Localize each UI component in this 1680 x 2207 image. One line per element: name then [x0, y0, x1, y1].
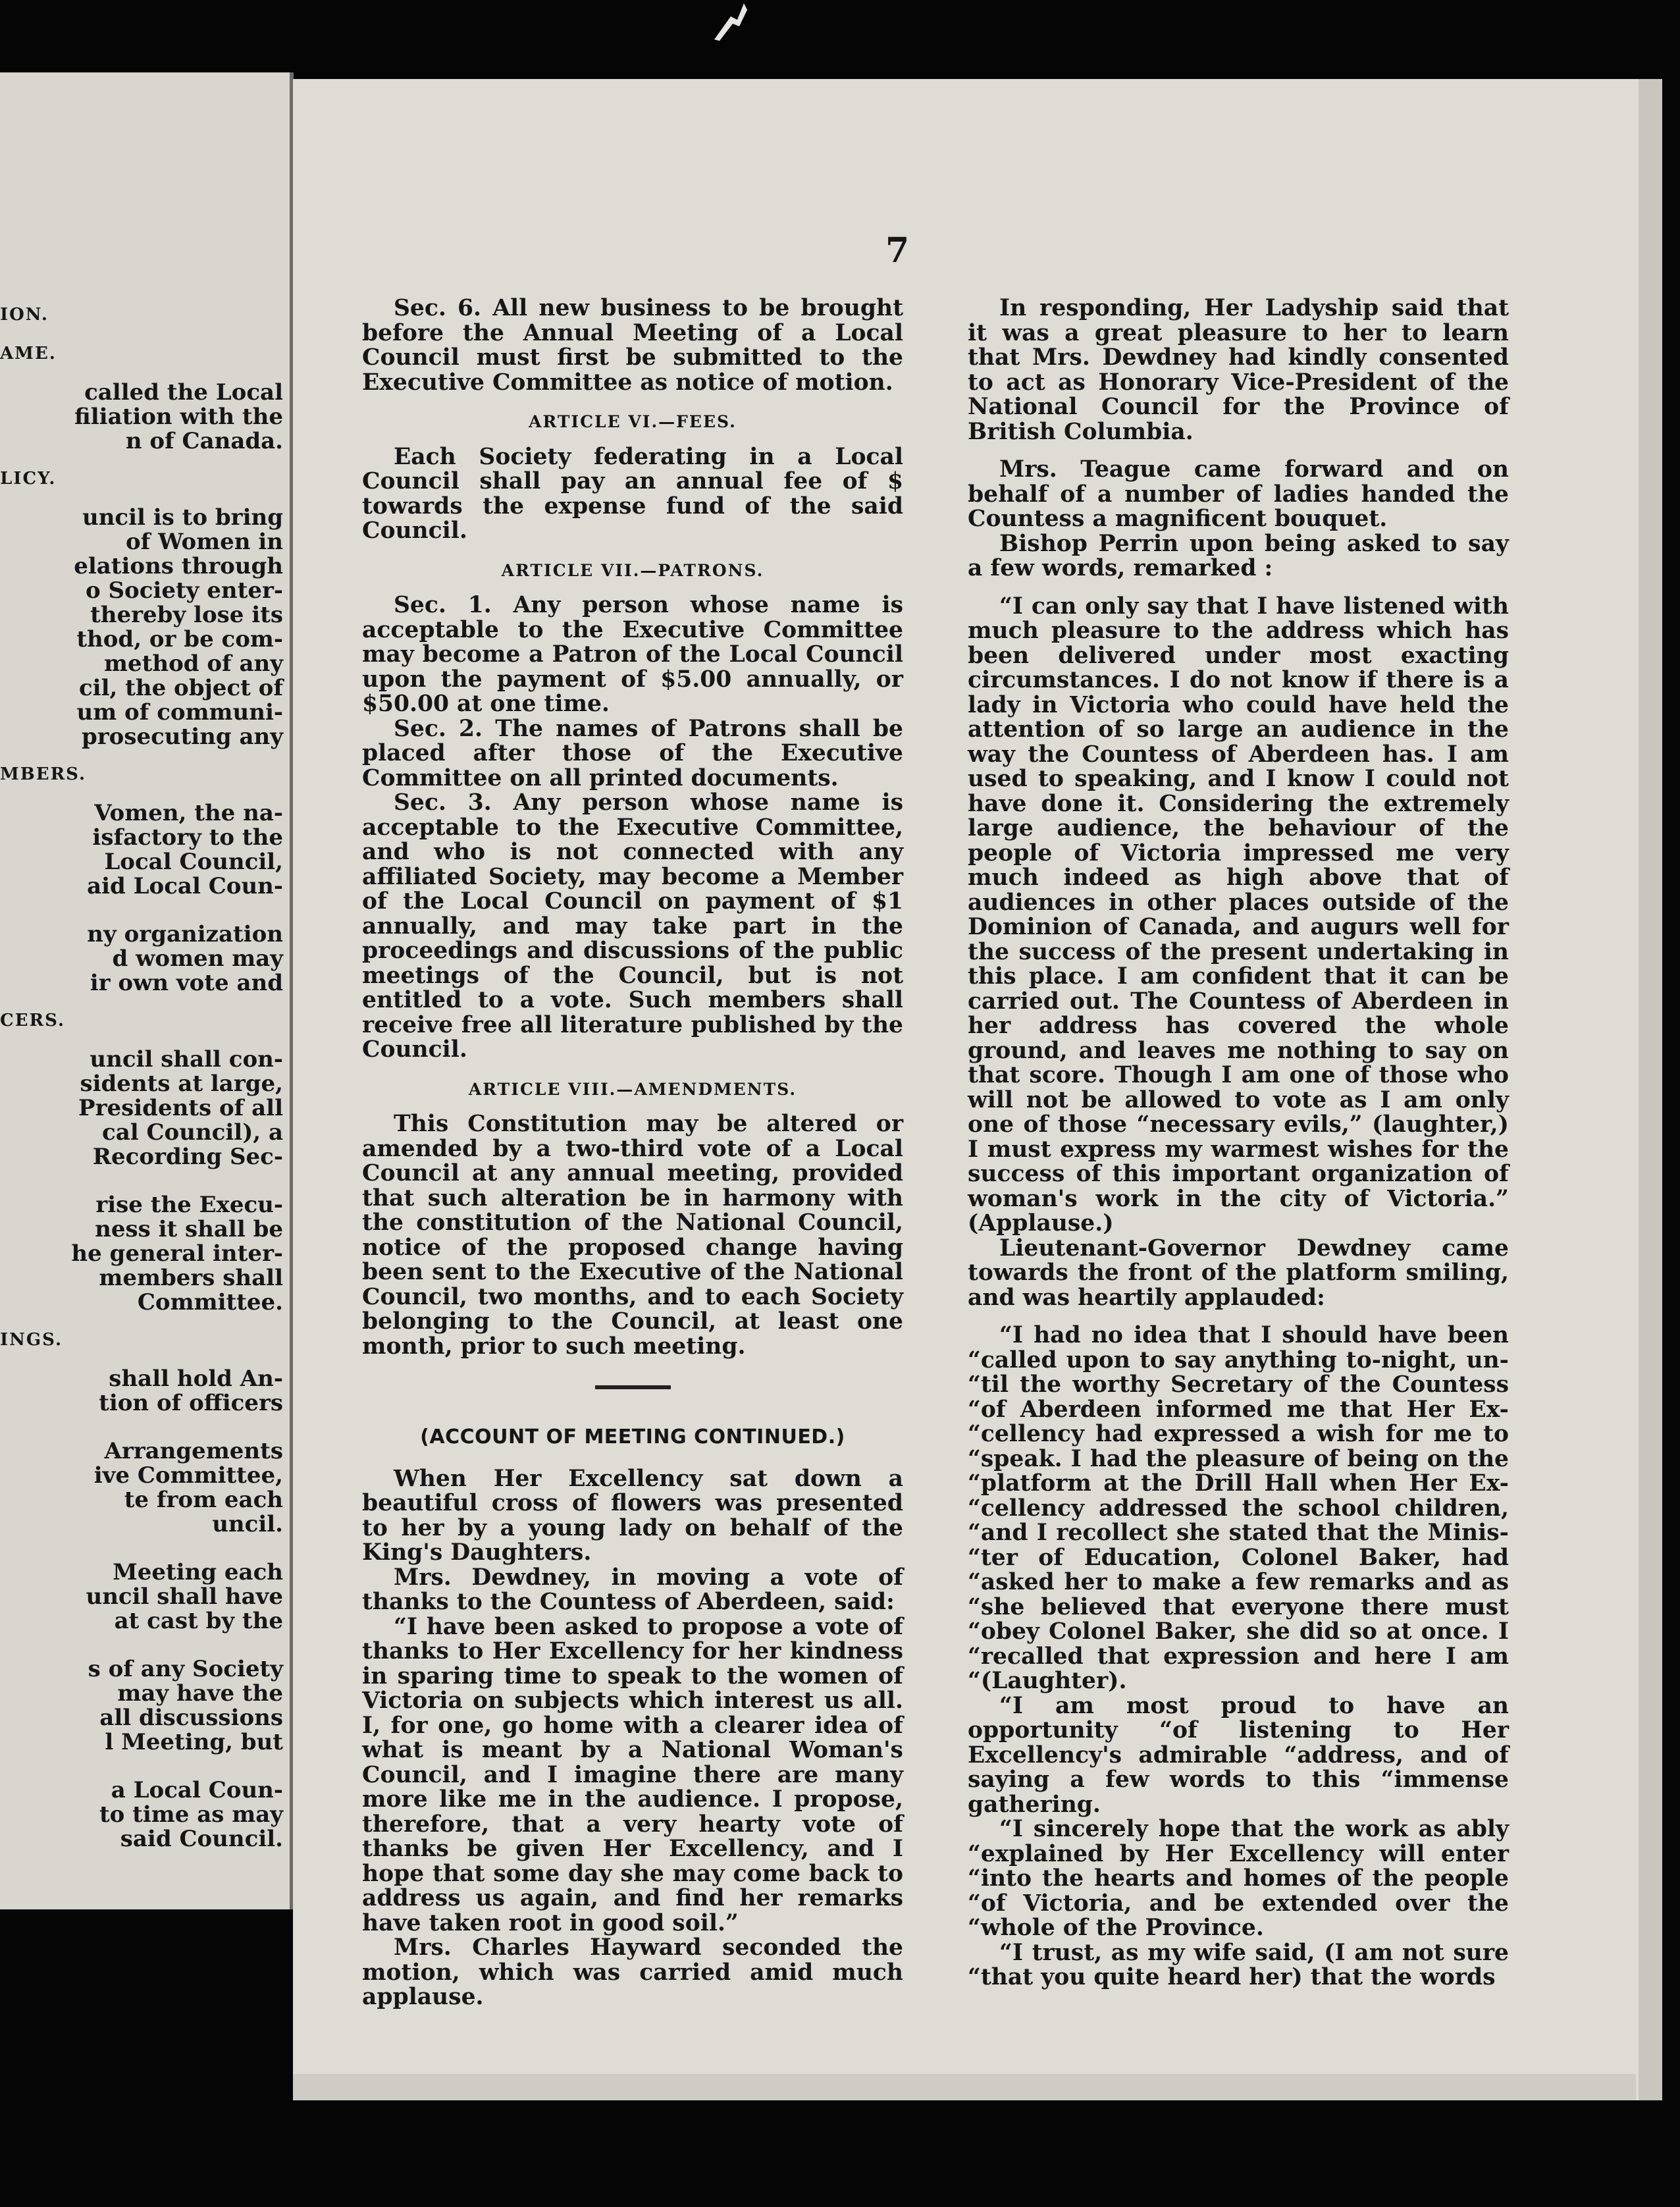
article-7-sec-1: Sec. 1. Any person whose name is acceptable to the Executive Committee may become a Patron of the Local Council upon the payment of $5.00 annually, or $50.00 at one time.: [362, 592, 903, 717]
left-page-heading-fragment: CERS.: [0, 1011, 66, 1030]
left-page-line-fragment: Arrangements: [104, 1438, 283, 1464]
left-page-line-fragment: ive Committee,: [93, 1462, 283, 1489]
left-page-line-fragment: to time as may: [99, 1801, 283, 1828]
dewdney-remarks-paragraph-4: “I trust, as my wife said, (I am not sure “that you quite heard her) that the words: [968, 1939, 1509, 1990]
left-page-line-fragment: cil, the object of: [78, 675, 283, 701]
account-paragraph-1: When Her Excellency sat down a beautiful cross of flowers was presented to her by a young lady on behalf of the King's Daughters.: [362, 1465, 903, 1566]
dewdney-remarks-paragraph-1: “I had no idea that I should have been “called upon to say anything to-night, un- “til the worthy Secretary of the Countess “of Aberdeen informed me that Her Ex- “cellency had expressed a wish for me to “speak. I had the pleasure of being on the “platform at the Drill Hall when Her Ex- “cellency addressed the school children, “and I recollect she stated that the Minis- “ter of Education, Colonel Baker, had “asked her to make a few remarks and as “she believed that everyone there must “obey Colonel Baker, she did so at once. I “recalled that expression and here I am “(Laughter).: [968, 1322, 1509, 1694]
perrin-remarks-paragraph: “I can only say that I have listened with much pleasure to the address which has been delivered under most exacting circumstances. I do not know if there is a lady in Victoria who could have held the attention of so large an audience in the way the Countess of Aberdeen has. I am used to speaking, and I know I could not have done it. Considering the extremely large audience, the behaviour of the people of Victoria impressed me very much indeed as high above that of audiences in other places outside of the Dominion of Canada, and augurs well for the success of the present undertaking in this place. I am confident that it can be carried out. The Countess of Aberdeen in her address has covered the whole ground, and leaves me nothing to say on that score. Though I am one of those who will not be allowed to vote as I am only one of those “necessary evils,” (laughter,) I must express my warmest wishes for the success of this important organization of woman's work in the city of Victoria.” (Applause.): [968, 593, 1509, 1236]
left-page-line-fragment: o Society enter-: [85, 577, 283, 604]
left-page-line-fragment: n of Canada.: [125, 428, 283, 454]
dewdney-intro-paragraph: Lieutenant-Governor Dewdney came towards the front of the platform smiling, and was heartily applauded:: [968, 1235, 1509, 1311]
left-page-line-fragment: tion of officers: [99, 1390, 283, 1416]
left-page-line-fragment: Recording Sec-: [92, 1144, 283, 1170]
main-page: [293, 79, 1662, 2100]
left-page-line-fragment: filiation with the: [74, 404, 283, 430]
left-page-line-fragment: ness it shall be: [95, 1216, 283, 1242]
teague-paragraph: Mrs. Teague came forward and on behalf of a number of ladies handed the Countess a magnificent bouquet.: [968, 456, 1509, 532]
left-page-line-fragment: te from each: [124, 1487, 283, 1513]
left-page-text-column: [0, 290, 283, 1851]
section-divider: [595, 1385, 671, 1389]
left-column: [362, 296, 903, 2010]
article-7-heading: ARTICLE VII.—PATRONS.: [501, 560, 764, 580]
response-paragraph: In responding, Her Ladyship said that it was a great pleasure to her to learn that Mrs. Dewdney had kindly consented to act as Honorary Vice-President of the National Council for the Province of British Columbia.: [968, 295, 1509, 445]
left-page-line-fragment: all discussions: [99, 1705, 283, 1731]
left-page-heading-fragment: AME.: [0, 344, 57, 363]
account-paragraph-3: “I have been asked to propose a vote of thanks to Her Excellency for her kindness in sparing time to speak to the women of Victoria on subjects which interest us all. I, for one, go home with a clearer idea of what is meant by a National Woman's Council, and I imagine there are many more like me in the audience. I propose, therefore, that a very hearty vote of thanks be given Her Excellency, and I hope that some day she may come back to address us again, and find her remarks have taken root in good soil.”: [362, 1613, 903, 1936]
left-page-line-fragment: called the Local: [84, 379, 283, 406]
article-7-sec-2: Sec. 2. The names of Patrons shall be placed after those of the Executive Committee on all printed documents.: [362, 715, 903, 791]
left-page-line-fragment: members shall: [99, 1265, 283, 1291]
dewdney-remarks-paragraph-3: “I sincerely hope that the work as ably “explained by Her Excellency will enter “into the hearts and homes of the people “of Victoria, and be extended over the “whole of the Province.: [968, 1816, 1509, 1941]
left-page-line-fragment: of Women in: [125, 529, 283, 555]
left-page-line-fragment: ny organization: [87, 921, 283, 947]
left-page-line-fragment: may have the: [117, 1680, 283, 1707]
article-8-heading: ARTICLE VIII.—AMENDMENTS.: [468, 1079, 797, 1099]
perrin-intro-paragraph: Bishop Perrin upon being asked to say a few words, remarked :: [968, 530, 1509, 581]
left-page-line-fragment: elations through: [74, 553, 283, 579]
left-page-line-fragment: rise the Execu-: [95, 1192, 283, 1218]
page-bottom-edge: [293, 2074, 1636, 2100]
left-page-line-fragment: Meeting each: [113, 1559, 283, 1585]
left-page-heading-fragment: ION.: [0, 305, 49, 325]
article-6-heading: ARTICLE VI.—FEES.: [529, 412, 737, 431]
article-6-paragraph: Each Society federating in a Local Council shall pay an annual fee of $ towards the expense fund of the said Council.: [362, 443, 903, 544]
left-page-line-fragment: d women may: [112, 945, 283, 972]
left-page-line-fragment: prosecuting any: [81, 724, 283, 750]
article-8-paragraph: This Constitution may be altered or amended by a two-third vote of a Local Council at any annual meeting, provided that such alteration be in harmony with the constitution of the National Council, notice of the proposed change having been sent to the Executive of the National Council, two months, and to each Society belonging to the Council, at least one month, prior to such meeting.: [362, 1111, 903, 1360]
left-page-line-fragment: sidents at large,: [80, 1071, 283, 1097]
left-page-heading-fragment: LICY.: [0, 469, 57, 489]
left-page-heading-fragment: MBERS.: [0, 764, 87, 784]
left-page-line-fragment: Local Council,: [104, 849, 283, 875]
left-page-line-fragment: uncil shall con-: [90, 1046, 283, 1073]
left-page-line-fragment: at cast by the: [114, 1608, 283, 1634]
left-facing-page: [0, 72, 294, 1909]
account-paragraph-2: Mrs. Dewdney, in moving a vote of thanks to the Countess of Aberdeen, said:: [362, 1564, 903, 1615]
left-page-line-fragment: said Council.: [120, 1826, 283, 1852]
binding-mark-icon: [708, 0, 754, 46]
left-page-line-fragment: thereby lose its: [90, 602, 283, 628]
left-page-line-fragment: shall hold An-: [109, 1366, 283, 1392]
left-page-line-fragment: ir own vote and: [90, 970, 283, 996]
left-page-line-fragment: uncil shall have: [86, 1583, 283, 1610]
dewdney-remarks-paragraph-2: “I am most proud to have an opportunity “of listening to Her Excellency's admirable “address, and of saying a few words to this “immense gathering.: [968, 1692, 1509, 1818]
left-page-line-fragment: s of any Society: [88, 1656, 283, 1682]
left-page-line-fragment: aid Local Coun-: [87, 873, 283, 899]
left-page-line-fragment: cal Council), a: [102, 1119, 283, 1146]
left-page-line-fragment: a Local Coun-: [111, 1777, 283, 1803]
page-number: 7: [885, 230, 910, 271]
article-7-sec-3: Sec. 3. Any person whose name is acceptable to the Executive Committee, and who is not connected with any affiliated Society, may become a Member of the Local Council on payment of $1 annually, and may take part in the proceedings and discussions of the public meetings of the Council, but is not entitled to a vote. Such members shall receive free all literature published by the Council.: [362, 789, 903, 1063]
left-page-line-fragment: l Meeting, but: [105, 1729, 283, 1755]
left-page-line-fragment: uncil is to bring: [82, 504, 283, 531]
account-heading: (ACCOUNT OF MEETING CONTINUED.): [420, 1425, 845, 1449]
left-page-line-fragment: method of any: [104, 651, 283, 677]
left-page-line-fragment: thod, or be com-: [76, 626, 283, 652]
left-page-line-fragment: Committee.: [137, 1289, 283, 1316]
section-6-paragraph: Sec. 6. All new business to be brought before the Annual Meeting of a Local Council must first be submitted to the Executive Committee as notice of motion.: [362, 295, 903, 396]
left-page-line-fragment: isfactory to the: [92, 824, 283, 851]
account-paragraph-4: Mrs. Charles Hayward seconded the motion, which was carried amid much applause.: [362, 1934, 903, 2010]
left-page-line-fragment: Presidents of all: [78, 1095, 283, 1121]
left-page-line-fragment: he general inter-: [71, 1240, 283, 1267]
left-page-line-fragment: uncil.: [212, 1511, 283, 1537]
right-column: [968, 296, 1509, 1990]
left-page-line-fragment: Vomen, the na-: [94, 800, 283, 826]
left-page-heading-fragment: INGS.: [0, 1330, 63, 1350]
left-page-line-fragment: um of communi-: [76, 699, 283, 726]
